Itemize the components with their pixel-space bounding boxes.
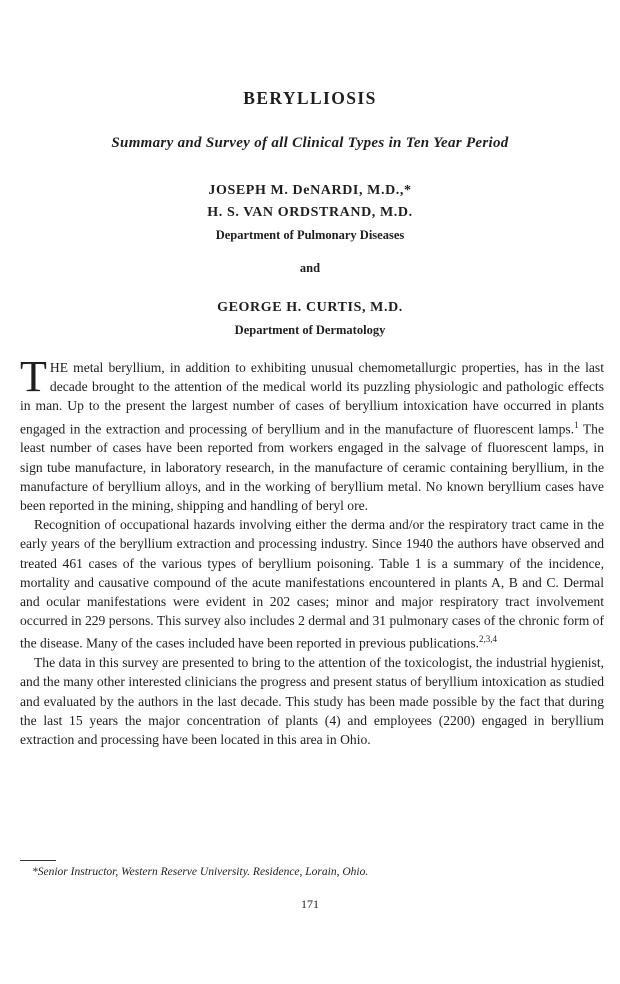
- body-paragraph: [20, 515, 604, 653]
- body-paragraph: [20, 653, 604, 749]
- author-name: H. S. VAN ORDSTRAND, M.D.: [207, 205, 413, 220]
- paragraph-text: The data in this survey are presented to bring to the attention of the toxicologist, the industrial hygienist, and the many other interested clinicians the progress and present status of beryllium intoxication as studied and evaluated by the authors in the last decade. This study has been made possible by the fact that during the last 15 years the major concentration of plants (4) and employees (2200) engaged in beryllium extraction and processing have been located in this area in Ohio.: [20, 655, 604, 747]
- footnote: *Senior Instructor, Western Reserve University. Residence, Lorain, Ohio.: [32, 866, 369, 878]
- reference-marker: 1: [574, 419, 579, 430]
- drop-cap: T: [20, 352, 47, 401]
- article-subtitle: Summary and Survey of all Clinical Types in Ten Year Period: [111, 135, 509, 151]
- footnote-divider: [20, 860, 56, 861]
- reference-marker: 2,3,4: [479, 634, 498, 645]
- article-title: BERYLLIOSIS: [243, 88, 377, 108]
- author-department: Department of Pulmonary Diseases: [215, 228, 405, 242]
- article-body: [20, 352, 604, 749]
- body-paragraph: [20, 352, 604, 515]
- paragraph-text: Recognition of occupational hazards involving either the derma and/or the respiratory tract came in the early years of the beryllium extraction and processing industry. Since 1940 the authors have observed and treated 461 cases of the various types of beryllium poisoning. Table 1 is a summary of the incidence, mortality and causative compound of the acute manifestations encountered in plants A, B and C. Dermal and ocular manifestations were evident in 202 cases; minor and major respiratory tract involvement occurred in 229 persons. This survey also includes 2 dermal and 31 pulmonary cases of the chronic form of the disease. Many of the cases included have been reported in previous publications.: [20, 517, 604, 651]
- page-number: 171: [301, 897, 319, 911]
- paragraph-text: HE metal beryllium, in addition to exhibiting unusual chemometallurgic properties, has in the last decade brought to the attention of the medical world its puzzling physiologic and pathologic effects in man. Up to the present the largest number of cases of beryllium intoxication have occurred in plants engaged in the extraction and processing of beryllium and in the manufacture of fluorescent lamps.: [20, 360, 604, 437]
- paragraph-text: The least number of cases have been reported from workers engaged in the salvage of fluorescent lamps, in sign tube manufacture, in laboratory research, in the manufacture of ceramic containing beryllium, in the manufacture of beryllium alloys, and in the working of beryllium metal. No known beryllium cases have been reported in the mining, shipping and handling of beryl ore.: [20, 421, 604, 513]
- author-name: GEORGE H. CURTIS, M.D.: [217, 300, 403, 315]
- author-conjunction: and: [299, 261, 321, 275]
- author-name: JOSEPH M. DeNARDI, M.D.,*: [208, 183, 412, 198]
- author-department: Department of Dermatology: [234, 323, 386, 337]
- author-block: [0, 180, 620, 341]
